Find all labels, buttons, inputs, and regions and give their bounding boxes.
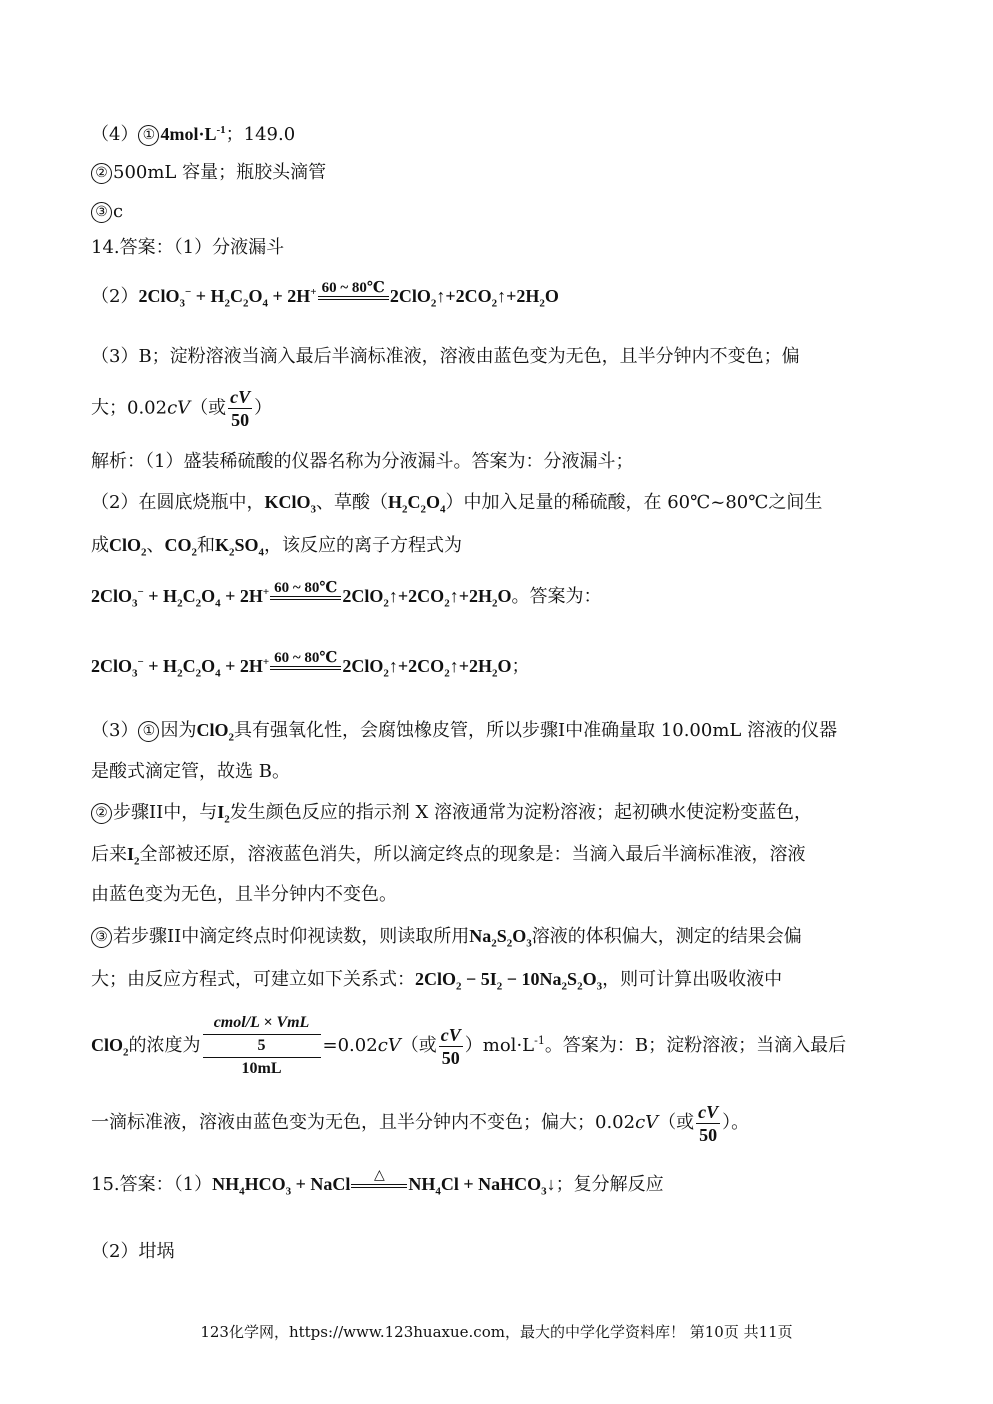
answer-line-4-2	[91, 161, 326, 185]
analysis-line-3-2-end	[91, 883, 397, 907]
concentration-fraction: cmol/L × VmL 5 10mL	[203, 1012, 321, 1080]
answer-text: 14.答案：（1）分液漏斗	[91, 237, 285, 258]
analysis-line-1	[91, 450, 633, 474]
analysis-text: 具有强氧化性，会腐蚀橡皮管，所以步骤I中准确量取 10.00mL 溶液的仪器	[233, 720, 838, 741]
paren-text: （或	[190, 397, 227, 419]
analysis-text: ，则可计算出吸收液中	[602, 969, 783, 990]
formula-h2c2o4: $H_2C_2O_4$	[387, 492, 446, 516]
variable: cV	[167, 397, 191, 419]
analysis-text: 和	[197, 535, 216, 556]
chemical-equation: $2ClO_3^- + H_2C_2O_4 + 2H^+$ 60 ~ 80℃ $2ClO_2↑+2CO_2↑+2H_2O$	[91, 650, 512, 680]
analysis-text: 、草酸（	[315, 492, 388, 513]
formula-clo2: ClO$_2$	[91, 1035, 129, 1059]
circled-number: ①	[138, 721, 159, 742]
question-14-answer-heading	[91, 236, 284, 260]
analysis-text: 一滴标准液，溶液由蓝色变为无色，且半分钟内不变色；偏大；0.02	[91, 1112, 636, 1133]
answer-line-14-3-cont	[91, 386, 272, 436]
analysis-text: 解析：（1）盛装稀硫酸的仪器名称为分液漏斗。答案为：分液漏斗；	[91, 451, 634, 472]
analysis-line-3-3	[91, 924, 802, 949]
answer-text: ；149.0	[225, 124, 296, 145]
formula-kclo3: KClO$_3$	[264, 492, 316, 516]
item-number: （2）	[91, 286, 139, 307]
variable: cV	[377, 1035, 401, 1056]
question-15-answer-line-2	[91, 1240, 174, 1264]
analysis-line-3-3-cont	[91, 967, 782, 992]
page-footer: 123化学网，https://www.123huaxue.com，最大的中学化学资料库！ 第10页 共11页	[200, 1323, 793, 1341]
analysis-text: 成	[91, 535, 109, 556]
chemical-equation: $2ClO_3^- + H_2C_2O_4 + 2H^+$ 60 ~ 80℃ $2ClO_2↑+2CO_2↑+2H_2O$	[138, 280, 559, 310]
answer-text: c	[113, 201, 124, 222]
fraction: $\frac{cV}{50}$	[698, 1101, 719, 1145]
analysis-line-3	[91, 533, 462, 558]
paren-text: （或	[658, 1112, 695, 1133]
analysis-text: 因为	[160, 720, 197, 741]
analysis-text: 。答案为：	[511, 586, 602, 607]
formula-k2so4: $K_2SO_4$	[215, 535, 265, 559]
formula-clo2: ClO$_2$	[196, 720, 234, 744]
formula-i2: $I_2$	[217, 802, 230, 826]
circled-number: ③	[91, 202, 112, 223]
equation-line-analysis-1	[91, 580, 601, 616]
reaction-condition: 60 ~ 80℃	[270, 650, 341, 679]
answer-line-4-3	[91, 200, 123, 224]
analysis-line-3-1	[91, 718, 837, 743]
relation-expression: $2ClO_2 - 5I_2 - 10Na_2S_2O_3$	[415, 969, 603, 993]
analysis-text: ）中加入足量的稀硫酸，在 60℃~80℃之间生	[445, 492, 823, 513]
answer-text: （2）坩埚	[91, 1241, 175, 1262]
answer-text: ；复分解反应	[555, 1174, 664, 1195]
equation-line-14-2	[91, 280, 559, 316]
analysis-line-3-1-cont	[91, 760, 290, 784]
analysis-text: 发生颜色反应的指示剂 X 溶液通常为淀粉溶液；起初碘水使淀粉变蓝色，	[229, 802, 813, 823]
analysis-text: 由蓝色变为无色，且半分钟内不变色。	[91, 884, 397, 905]
circled-number: ①	[138, 125, 159, 146]
answer-line-14-3	[91, 345, 800, 369]
formula-clo2: ClO$_2$	[109, 535, 147, 559]
analysis-line-2	[91, 490, 822, 515]
reaction-condition: 60 ~ 80℃	[270, 580, 341, 609]
answer-text: （3）B；淀粉溶液当滴入最后半滴标准液，溶液由蓝色变为无色，且半分钟内不变色；偏	[91, 346, 800, 367]
unit-superscript: -1	[534, 1034, 545, 1047]
analysis-text: 步骤II中，与	[113, 802, 218, 823]
analysis-text: 后来	[91, 844, 127, 865]
formula-i2: $I_2$	[127, 844, 140, 868]
unit-text: ）mol·L	[464, 1035, 535, 1056]
variable: cV	[635, 1112, 659, 1133]
analysis-text: 全部被还原，溶液蓝色消失，所以滴定终点的现象是：当滴入最后半滴标准液，溶液	[139, 844, 806, 865]
analysis-line-final	[91, 1098, 749, 1148]
fraction: $\frac{cV}{50}$	[230, 387, 251, 430]
analysis-text: 是酸式滴定管，故选 B。	[91, 761, 290, 782]
analysis-text: ，该反应的离子方程式为	[264, 535, 463, 556]
analysis-text: 溶液的体积偏大，测定的结果会偏	[531, 926, 802, 947]
answer-line-4-1	[91, 122, 295, 147]
answer-text: 15.答案：（1）	[91, 1174, 213, 1195]
analysis-line-concentration	[91, 1008, 846, 1082]
paren-close: ）。	[722, 1112, 750, 1133]
analysis-line-3-2-cont	[91, 842, 806, 867]
analysis-text: =0.02	[322, 1035, 378, 1056]
concentration-unit: 4mol·L	[160, 124, 217, 144]
unit-superscript: -1	[216, 124, 226, 136]
circled-number: ②	[91, 803, 112, 824]
reaction-condition: 60 ~ 80℃	[318, 280, 389, 309]
analysis-text: 的浓度为	[128, 1035, 201, 1056]
question-15-answer-line-1	[91, 1168, 664, 1204]
analysis-text: 。答案为：B；淀粉溶液；当滴入最后	[544, 1035, 847, 1056]
formula-co2: $CO_2$	[164, 535, 198, 559]
chemical-equation-15: $NH_4HCO_3$ + NaCl △ $NH_4Cl$ + NaHCO$_3$↓	[212, 1168, 556, 1198]
circled-number: ②	[91, 163, 112, 184]
equation-line-analysis-2	[91, 650, 529, 686]
item-number: （3）	[91, 720, 139, 741]
item-number: （4）	[91, 124, 139, 145]
paren-close: ）	[254, 397, 273, 419]
analysis-text: ；	[511, 656, 530, 677]
analysis-text: （2）在圆底烧瓶中，	[91, 492, 265, 513]
chemical-equation: $2ClO_3^- + H_2C_2O_4 + 2H^+$ 60 ~ 80℃ $2ClO_2↑+2CO_2↑+2H_2O$	[91, 580, 512, 610]
reaction-condition: △	[351, 1168, 407, 1197]
analysis-text: 大；由反应方程式，可建立如下关系式：	[91, 969, 415, 990]
fraction: $\frac{cV}{50}$	[440, 1024, 461, 1068]
answer-text: 大；0.02	[91, 397, 168, 419]
formula-na2s2o3: $Na_2S_2O_3$	[469, 926, 532, 950]
answer-text: 500mL 容量；瓶胶头滴管	[113, 162, 327, 183]
circled-number: ③	[91, 927, 112, 948]
paren-text: （或	[400, 1035, 437, 1056]
analysis-text: 、	[146, 535, 165, 556]
analysis-text: 若步骤II中滴定终点时仰视读数，则读取所用	[113, 926, 470, 947]
analysis-line-3-2	[91, 800, 812, 825]
